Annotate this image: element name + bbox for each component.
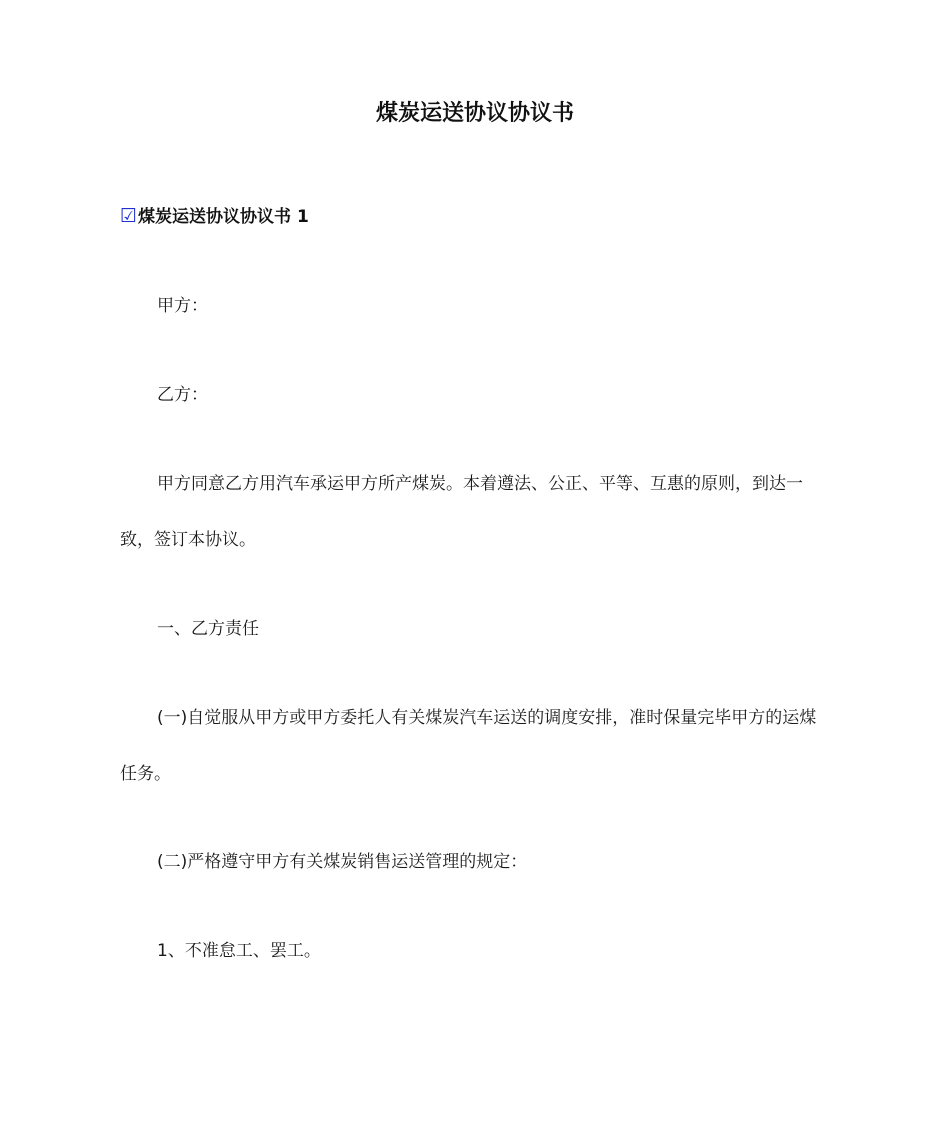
rule-1-paragraph: 1、不准怠工、罢工。 <box>157 941 321 961</box>
clause-2-paragraph: (二)严格遵守甲方有关煤炭销售运送管理的规定： <box>157 852 528 872</box>
clause-heading-party-b-duties: 一、乙方责任 <box>157 619 259 639</box>
party-a-line: 甲方： <box>157 296 208 316</box>
section-heading-text: 煤炭运送协议协议书 1 <box>138 207 309 227</box>
agreement-intro-paragraph: 甲方同意乙方用汽车承运甲方所产煤炭。本着遵法、公正、平等、互惠的原则，到达一致，签订本协议。 <box>120 474 803 550</box>
document-title: 煤炭运送协议协议书 <box>375 101 574 126</box>
clause-1-paragraph: (一)自觉服从甲方或甲方委托人有关煤炭汽车运送的调度安排，准时保量完毕甲方的运煤任务。 <box>120 708 817 784</box>
checkbox-icon: ☑ <box>120 205 138 227</box>
section-heading <box>120 204 309 229</box>
party-b-line: 乙方： <box>157 385 208 405</box>
